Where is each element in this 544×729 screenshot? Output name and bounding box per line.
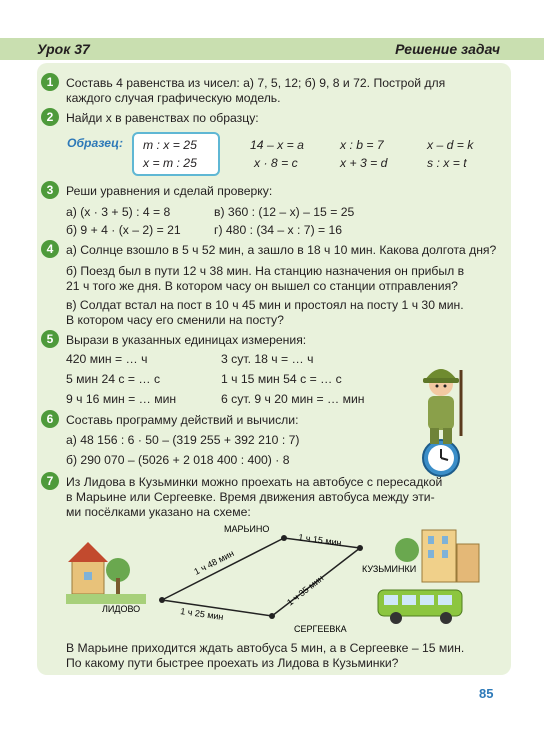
equation-4: x · 8 = c: [254, 156, 298, 170]
sample-eq-2: x = m : 25: [143, 156, 197, 170]
sample-eq-1: m : x = 25: [143, 138, 197, 152]
task-3-text: Реши уравнения и сделай проверку:: [66, 184, 273, 198]
equation-6: s : x = t: [427, 156, 467, 170]
task-3-d: г) 480 : (34 – x : 7) = 16: [214, 223, 343, 237]
equation-1: 14 – x = a: [250, 138, 304, 152]
lesson-header: [0, 38, 544, 60]
task-5-text: Вырази в указанных единицах измерения:: [66, 333, 307, 347]
sample-label: Образец:: [67, 136, 124, 150]
label-sergeevka: СЕРГЕЕВКА: [294, 624, 347, 634]
task-3-number: 3: [41, 181, 59, 199]
task-7-line-2: в Марьине или Сергеевке. Время движения автобуса между эти-: [66, 490, 435, 504]
label-kuzminki: КУЗЬМИНКИ: [362, 564, 417, 574]
duration-lidovo-sergeevka: 1 ч 25 мин: [179, 606, 225, 623]
lesson-number: Урок 37: [37, 41, 90, 57]
task-4-a: а) Солнце взошло в 5 ч 52 мин, а зашло в 18 ч 10 мин. Какова долгота дня?: [66, 243, 497, 257]
equation-5: x + 3 = d: [340, 156, 388, 170]
task-5-r3a: 9 ч 16 мин = … мин: [66, 392, 177, 406]
task-5-r1b: 3 сут. 18 ч = … ч: [221, 352, 314, 366]
task-6-b: б) 290 070 – (5026 + 2 018 400 : 400) · 8: [66, 453, 290, 467]
task-3-c: б) 9 + 4 · (x – 2) = 21: [66, 223, 181, 237]
label-marino: МАРЬИНО: [224, 524, 270, 534]
kuzminki-town-illustration: [395, 530, 479, 582]
task-6-number: 6: [41, 410, 59, 428]
task-3-a: а) (x · 3 + 5) : 4 = 8: [66, 205, 171, 219]
task-2-text: Найди x в равенствах по образцу:: [66, 111, 259, 125]
task-1-number: 1: [41, 73, 59, 91]
task-2-number: 2: [41, 108, 59, 126]
task-4-c-line-2: В котором часу его сменили на посту?: [66, 313, 284, 327]
task-5-number: 5: [41, 330, 59, 348]
task-4-b-line-1: б) Поезд был в пути 12 ч 38 мин. На станцию назначения он прибыл в: [66, 264, 465, 278]
lesson-topic: Решение задач: [395, 41, 500, 57]
task-4-b-line-2: 21 ч того же дня. В котором часу он вышел со станции отправления?: [66, 279, 458, 293]
task-5-r2a: 5 мин 24 с = … с: [66, 372, 161, 386]
duration-marino-kuzminki: 1 ч 15 мин: [297, 532, 343, 549]
duration-sergeevka-kuzminki: 1 ч 35 мин: [285, 572, 326, 608]
task-7-question-2: По какому пути быстрее проехать из Лидова в Кузьминки?: [66, 656, 399, 670]
label-lidovo: ЛИДОВО: [102, 604, 141, 614]
task-4-number: 4: [41, 240, 59, 258]
route-scheme: [62, 520, 482, 640]
task-7-question-1: В Марьине приходится ждать автобуса 5 мин, а в Сергеевке – 15 мин.: [66, 641, 465, 655]
bus-illustration: [378, 590, 462, 624]
task-4-c-line-1: в) Солдат встал на пост в 10 ч 45 мин и простоял на посту 1 ч 30 мин.: [66, 298, 464, 312]
task-5-r1a: 420 мин = … ч: [66, 352, 148, 366]
task-5-r3b: 6 сут. 9 ч 20 мин = … мин: [221, 392, 365, 406]
equation-2: x : b = 7: [340, 138, 384, 152]
duration-lidovo-marino: 1 ч 48 мин: [192, 548, 236, 577]
task-1-line-2: каждого случая графическую модель.: [66, 91, 281, 105]
task-1-line-1: Составь 4 равенства из чисел: а) 7, 5, 12; б) 9, 8 и 72. Построй для: [66, 76, 446, 90]
soldier-clock-illustration: [403, 352, 479, 480]
task-5-r2b: 1 ч 15 мин 54 с = … с: [221, 372, 342, 386]
task-6-text: Составь программу действий и вычисли:: [66, 413, 299, 427]
task-6-a: а) 48 156 : 6 · 50 – (319 255 + 392 210 : 7): [66, 433, 300, 447]
equation-3: x – d = k: [427, 138, 474, 152]
task-7-number: 7: [41, 472, 59, 490]
task-3-b: в) 360 : (12 – x) – 15 = 25: [214, 205, 355, 219]
task-7-line-1: Из Лидова в Кузьминки можно проехать на автобусе с пересадкой: [66, 475, 443, 489]
lidovo-village-illustration: [66, 542, 146, 604]
page-number: 85: [479, 686, 494, 701]
task-7-line-3: ми посёлками указано на схеме:: [66, 505, 251, 519]
